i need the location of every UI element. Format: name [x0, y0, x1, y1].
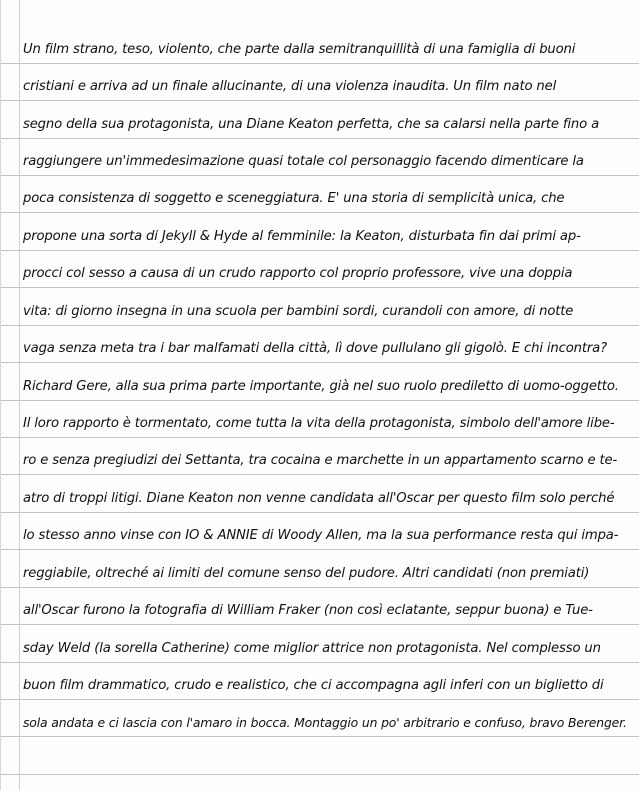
margin-line [19, 0, 20, 790]
text-line: vita: di giorno insegna in una scuola per bambini sordi, curandoli con amore, di notte [23, 304, 574, 319]
ruled-line [1, 774, 639, 775]
text-line: Un film strano, teso, violento, che parte dalla semitranquillità di una famiglia di buoni [23, 42, 576, 57]
text-line: ro e senza pregiudizi dei Settanta, tra cocaina e marchette in un appartamento scarno e te- [23, 453, 618, 468]
text-line: propone una sorta di Jekyll & Hyde al femminile: la Keaton, disturbata fin dai primi ap- [23, 229, 581, 244]
text-line: all'Oscar furono la fotografia di William Fraker (non così eclatante, seppur buona) e Tue- [23, 603, 593, 618]
text-line: sola andata e ci lascia con l'amaro in bocca. Montaggio un po' arbitrario e confuso, bravo Berenger. [23, 715, 627, 730]
text-line: buon film drammatico, crudo e realistico, che ci accompagna agli inferi con un biglietto di [23, 678, 604, 693]
text-line: Il loro rapporto è tormentato, come tutta la vita della protagonista, simbolo dell'amore libe- [23, 416, 615, 431]
text-line: cristiani e arriva ad un finale allucinante, di una violenza inaudita. Un film nato nel [23, 79, 557, 94]
text-line: sday Weld (la sorella Catherine) come miglior attrice non protagonista. Nel complesso un [23, 641, 601, 656]
text-line: reggiabile, oltreché ai limiti del comune senso del pudore. Altri candidati (non premiati) [23, 566, 590, 581]
text-line: lo stesso anno vinse con IO & ANNIE di Woody Allen, ma la sua performance resta qui impa- [23, 528, 619, 543]
text-line: Richard Gere, alla sua prima parte importante, già nel suo ruolo prediletto di uomo-oggetto. [23, 379, 619, 394]
text-line: segno della sua protagonista, una Diane Keaton perfetta, che sa calarsi nella parte fino a [23, 117, 600, 132]
text-line: poca consistenza di soggetto e sceneggiatura. E' una storia di semplicità unica, che [23, 191, 565, 206]
text-line: raggiungere un'immedesimazione quasi totale col personaggio facendo dimenticare la [23, 154, 584, 169]
text-line: atro di troppi litigi. Diane Keaton non venne candidata all'Oscar per questo film solo perché [23, 491, 615, 506]
text-line: vaga senza meta tra i bar malfamati della città, lì dove pullulano gli gigolò. E chi incontra? [23, 341, 607, 356]
text-line: procci col sesso a causa di un crudo rapporto col proprio professore, vive una doppia [23, 266, 573, 281]
